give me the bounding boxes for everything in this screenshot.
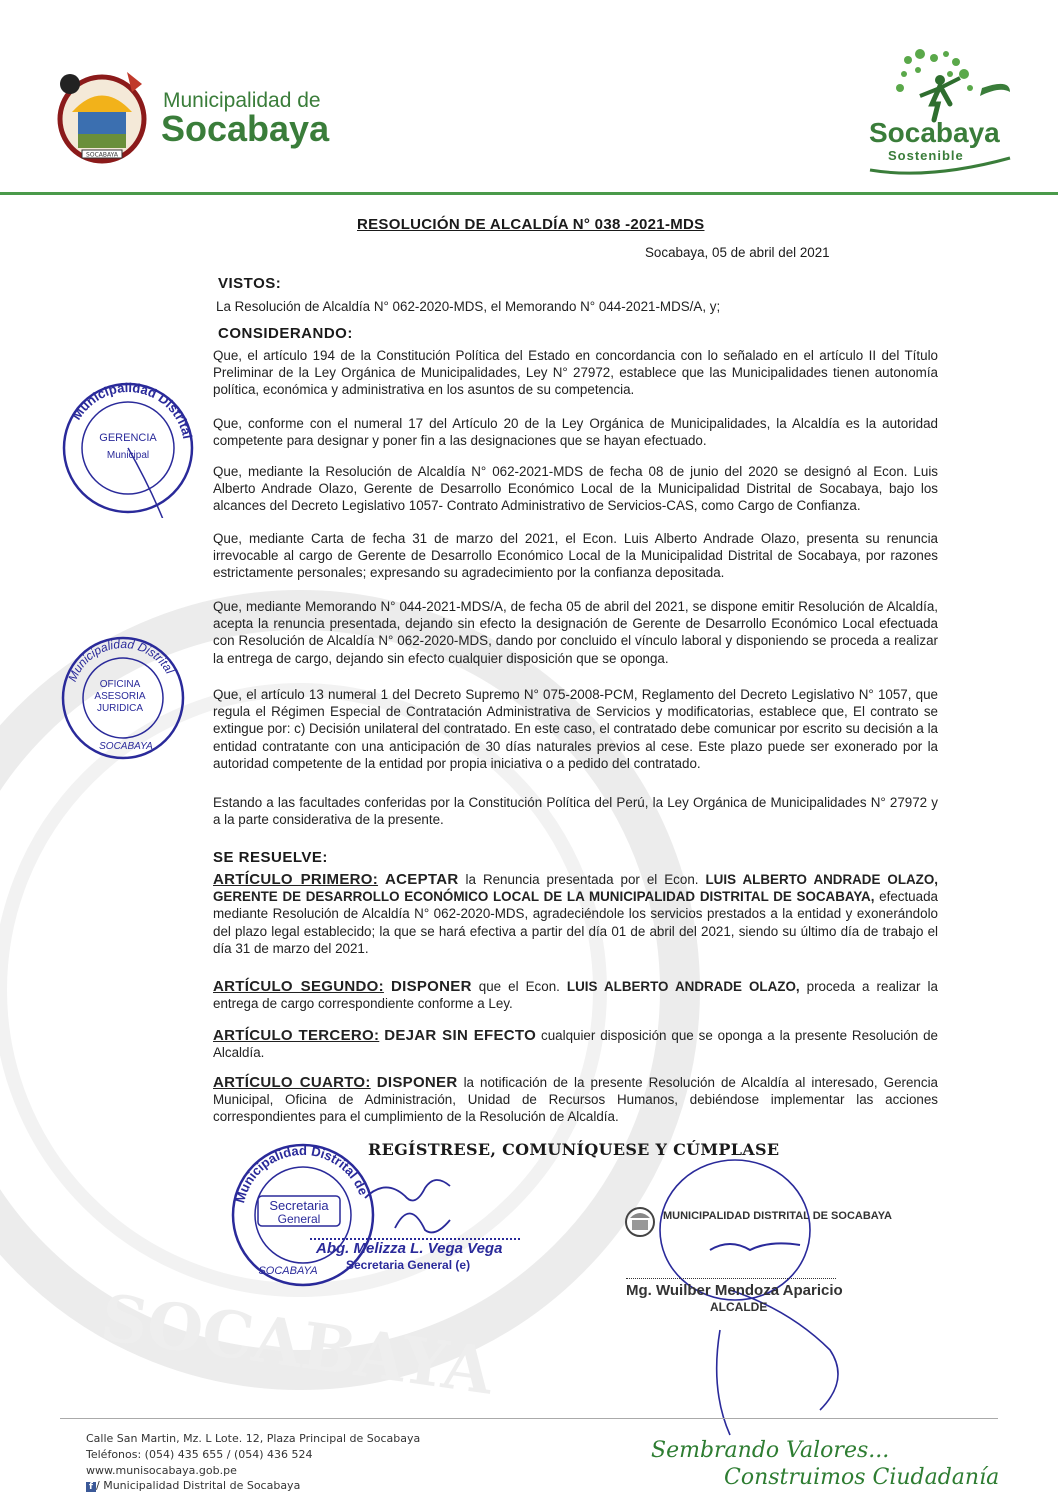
- article-1-label: ARTÍCULO PRIMERO:: [213, 871, 379, 888]
- footer-address: Calle San Martin, Mz. L Lote. 12, Plaza Principal de Socabaya: [86, 1432, 421, 1445]
- article-1-post: efectuada mediante Resolución de Alcaldía N° 062-2020-MDS, agradeciéndole los servicios prestados a la entidad y exonerándolo del plazo legal establecido; la que se hará efectiva a partir del día 01 de abril del 2021, siendo su último día de trabajo el día 31 de marzo del 2021.: [213, 889, 938, 956]
- secretaria-name: Abg. Melizza L. Vega Vega: [316, 1240, 503, 1257]
- considerando-2: Que, conforme con el numeral 17 del Artículo 20 de la Ley Orgánica de Municipalidades, la Alcaldía es la autoridad competente para designar y poner fin a las designaciones que se hayan efectuado.: [213, 416, 938, 449]
- considerando-3: Que, mediante la Resolución de Alcaldía N° 062-2021-MDS de fecha 08 de junio del 2020 se designó al Econ. Luis Alberto Andrade Olazo, Gerente de Desarrollo Económico Local de la Municipalidad Distrital de Socabaya, bajo los alcances del Decreto Legislativo 1057- Contrato Administrativo de Servicios-CAS, como Cargo de Confianza.: [213, 464, 938, 514]
- article-2: [213, 978, 938, 1012]
- footer-phones: Teléfonos: (054) 435 655 / (054) 436 524: [86, 1448, 313, 1461]
- footer-facebook[interactable]: [86, 1479, 300, 1492]
- article-1-pre: la Renuncia presentada por el Econ.: [465, 872, 699, 887]
- article-4-verb: DISPONER: [376, 1074, 458, 1091]
- resuelve-heading: SE RESUELVE:: [213, 849, 328, 866]
- closing-formula: REGÍSTRESE, COMUNÍQUESE Y CÚMPLASE: [368, 1140, 780, 1159]
- municipal-crest-icon: [52, 64, 152, 169]
- svg-text:General: General: [277, 1212, 321, 1226]
- alcalde-role: ALCALDE: [710, 1300, 768, 1314]
- svg-text:Municipal: Municipal: [106, 450, 150, 461]
- svg-text:SOCABAYA: SOCABAYA: [99, 741, 153, 752]
- article-2-bold: LUIS ALBERTO ANDRADE OLAZO,: [566, 979, 800, 994]
- svg-text:Municipalidad Distrital de: Municipalidad Distrital de: [232, 1142, 372, 1205]
- muni-title-line1: Municipalidad de: [163, 89, 321, 112]
- right-signature-dots: [626, 1278, 836, 1279]
- alcalde-org: MUNICIPALIDAD DISTRITAL DE SOCABAYA: [663, 1210, 892, 1222]
- article-1-verb: ACEPTAR: [385, 871, 459, 888]
- brand-name: Socabaya: [869, 117, 1000, 148]
- footer-website[interactable]: www.munisocabaya.gob.pe: [86, 1464, 237, 1477]
- considerando-heading: CONSIDERANDO:: [218, 325, 353, 342]
- svg-text:OFICINA: OFICINA: [99, 679, 141, 690]
- svg-text:GERENCIA: GERENCIA: [99, 432, 157, 444]
- brand-tagline: Sostenible: [888, 148, 964, 163]
- signature-secretaria-icon: [355, 1168, 475, 1248]
- article-2-post: proceda a realizar la entrega de cargo correspondiente conforme a Ley.: [213, 979, 938, 1012]
- stamp-asesoria-juridica: [58, 633, 188, 763]
- svg-text:SOCABAYA: SOCABAYA: [258, 1265, 318, 1277]
- article-4-pre: la notificación de la presente Resolución de Alcaldía al interesado, Gerencia Municipal, Oficina de Administración, Unidad de Recursos Humanos, debiéndose implementar las acciones correspondientes para el cumplimiento de la Resolución de Alcaldía.: [213, 1075, 938, 1125]
- muni-title-line2: Socabaya: [161, 108, 330, 149]
- article-2-pre: que el Econ.: [478, 979, 560, 994]
- watermark-text: SOCABAYA: [96, 1280, 498, 1410]
- article-1-bold: LUIS ALBERTO ANDRADE OLAZO, GERENTE DE DESARROLLO ECONÓMICO LOCAL DE LA MUNICIPALIDAD DISTRITAL DE SOCABAYA,: [213, 872, 938, 905]
- svg-text:ASESORIA: ASESORIA: [94, 691, 146, 702]
- article-4: [213, 1074, 938, 1126]
- svg-text:Secretaria: Secretaria: [269, 1198, 329, 1213]
- svg-text:JURIDICA: JURIDICA: [96, 703, 144, 714]
- footer-facebook-text: / Municipalidad Distrital de Socabaya: [96, 1479, 301, 1492]
- article-2-label: ARTÍCULO SEGUNDO:: [213, 978, 384, 995]
- vistos-heading: VISTOS:: [218, 275, 282, 292]
- footer-divider: [60, 1418, 998, 1419]
- article-3-verb: DEJAR SIN EFECTO: [384, 1027, 537, 1044]
- svg-text:SOCABAYA: SOCABAYA: [86, 151, 118, 159]
- article-2-verb: DISPONER: [390, 978, 472, 995]
- header-divider: [0, 192, 1058, 195]
- facebook-icon: f: [86, 1482, 96, 1492]
- stamp-gerencia-municipal: [58, 378, 198, 518]
- article-4-label: ARTÍCULO CUARTO:: [213, 1074, 371, 1091]
- article-1: [213, 871, 938, 957]
- considerando-1: Que, el artículo 194 de la Constitución Política del Estado en concordancia con lo señalado en el artículo II del Título Preliminar de la Ley Orgánica de Municipalidades, Ley N° 27972, establece que las Municipalidades tienen autonomía política, económica y administrativa en los asuntos de su competencia.: [213, 348, 938, 398]
- svg-text:Municipalidad Distrital: Municipalidad Distrital: [65, 636, 177, 684]
- svg-text:Municipalidad Distrital: Municipalidad Distrital: [68, 379, 196, 440]
- vistos-text: La Resolución de Alcaldía N° 062-2020-MDS, el Memorando N° 044-2021-MDS/A, y;: [216, 299, 721, 314]
- place-date: Socabaya, 05 de abril del 2021: [645, 245, 830, 260]
- article-3-label: ARTÍCULO TERCERO:: [213, 1027, 380, 1044]
- alcalde-name: Mg. Wuilber Mendoza Aparicio: [626, 1282, 843, 1299]
- considerando-5: Que, mediante Memorando N° 044-2021-MDS/A, de fecha 05 de abril del 2021, se dispone emitir Resolución de Alcaldía, acepta la renuncia presentada, dejando sin efecto la designación de Gerente de Desarrollo Económico Local efectuada con Resolución de Alcaldía N° 062-2020-MDS, dando por concluido el vínculo laboral y disponiendo se proceda a realizar la entrega de cargo, dejando sin efecto cualquier disposición que se oponga.: [213, 599, 938, 666]
- slogan-line2: Construimos Ciudadanía: [724, 1465, 1000, 1490]
- considerando-6: Que, el artículo 13 numeral 1 del Decreto Supremo N° 075-2008-PCM, Reglamento del Decreto Legislativo N° 1057, que regula el Régimen Especial de Contratación Administrativa de Servicios y modificatorias, establece que, El contrato se extingue por: c) Decisión unilateral del contratado. En este caso, el contratado debe comunicar por escrito su decisión a la entidad contratante con una anticipación de 30 días naturales previos al cese. Este plazo puede ser exonerado por la autoridad competente de la entidad por propia iniciativa o a pedido del contratado.: [213, 687, 938, 771]
- article-3: [213, 1027, 938, 1061]
- document-title: RESOLUCIÓN DE ALCALDÍA N° 038 -2021-MDS: [357, 216, 705, 233]
- considerando-4: Que, mediante Carta de fecha 31 de marzo del 2021, el Econ. Luis Alberto Andrade Olazo, presenta su renuncia irrevocable al cargo de Gerente de Desarrollo Económico Local de la Municipalidad Distrital de Socabaya, por razones estrictamente personales; expresando su agradecimiento por la confianza depositada.: [213, 531, 938, 581]
- secretaria-role: Secretaria General (e): [346, 1258, 471, 1272]
- slogan-line1: Sembrando Valores...: [651, 1438, 890, 1463]
- considerando-7: Estando a las facultades conferidas por la Constitución Política del Perú, la Ley Orgánica de Municipalidades N° 27972 y a la parte considerativa de la presente.: [213, 795, 938, 828]
- article-3-pre: cualquier disposición que se oponga a la presente Resolución de Alcaldía.: [213, 1028, 938, 1061]
